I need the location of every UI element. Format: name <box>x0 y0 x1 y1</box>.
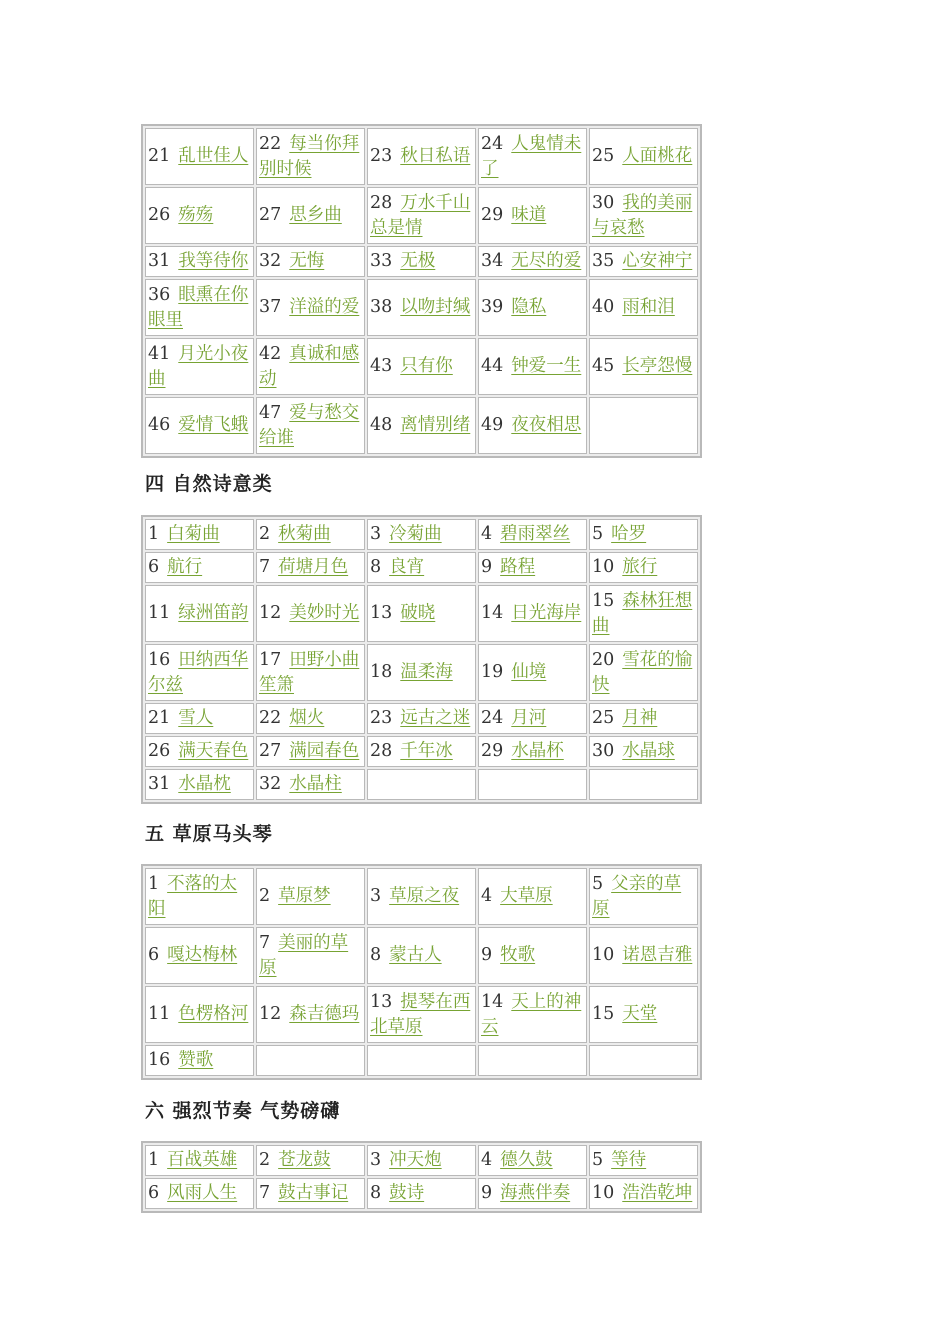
song-link[interactable]: 田野小曲笙箫 <box>259 649 360 695</box>
table-cell <box>256 644 365 701</box>
track-number: 4 <box>481 886 493 906</box>
track-number: 13 <box>370 603 393 623</box>
table-cell <box>367 868 476 925</box>
track-number: 3 <box>370 886 382 906</box>
song-link[interactable]: 每当你拜别时候 <box>259 133 360 179</box>
song-link[interactable]: 真诚和感动 <box>259 343 360 389</box>
track-number: 31 <box>148 774 171 794</box>
track-number: 3 <box>370 524 382 544</box>
table-cell <box>145 246 254 277</box>
table-cell <box>478 1145 587 1176</box>
table-row <box>144 985 699 1044</box>
table-cell <box>589 703 698 734</box>
table-row <box>144 518 699 551</box>
song-link[interactable]: 秋日私语 <box>400 146 471 166</box>
table-cell <box>367 644 476 701</box>
song-link[interactable]: 无悔 <box>289 251 325 271</box>
table-cell <box>256 519 365 550</box>
track-number: 25 <box>592 708 615 728</box>
song-link[interactable]: 旅行 <box>622 557 658 577</box>
table-cell <box>367 769 476 800</box>
table-cell <box>478 585 587 642</box>
song-link[interactable]: 不落的太阳 <box>148 873 238 919</box>
table-cell <box>256 986 365 1043</box>
table-row <box>144 551 699 584</box>
song-link[interactable]: 思乡曲 <box>289 205 342 225</box>
table-row <box>144 1144 699 1177</box>
track-number: 11 <box>148 603 171 623</box>
track-number: 7 <box>259 1183 271 1203</box>
track-number: 8 <box>370 945 382 965</box>
track-number: 24 <box>481 708 504 728</box>
song-link[interactable]: 鼓诗 <box>389 1183 425 1203</box>
song-link[interactable]: 赞歌 <box>178 1050 214 1070</box>
table-cell <box>145 986 254 1043</box>
table-cell <box>145 279 254 336</box>
track-number: 34 <box>481 251 504 271</box>
track-number: 30 <box>592 741 615 761</box>
track-number: 26 <box>148 205 171 225</box>
song-link[interactable]: 风雨人生 <box>167 1183 238 1203</box>
track-number: 33 <box>370 251 393 271</box>
song-link[interactable]: 等待 <box>611 1150 647 1170</box>
table-cell <box>589 1178 698 1209</box>
track-number: 19 <box>481 662 504 682</box>
table-cell <box>589 927 698 984</box>
song-link[interactable]: 破晓 <box>400 603 436 623</box>
track-number: 23 <box>370 146 393 166</box>
track-number: 10 <box>592 557 615 577</box>
table-cell <box>367 397 476 454</box>
song-link[interactable]: 碧雨翠丝 <box>500 524 571 544</box>
track-number: 8 <box>370 1183 382 1203</box>
song-link[interactable]: 满天春色 <box>178 741 249 761</box>
table-cell <box>367 552 476 583</box>
section-heading: 四 自然诗意类 <box>145 473 273 495</box>
song-link[interactable]: 色楞格河 <box>178 1004 249 1024</box>
song-link[interactable]: 荷塘月色 <box>278 557 349 577</box>
track-number: 2 <box>259 886 271 906</box>
track-number: 4 <box>481 1150 493 1170</box>
track-number: 16 <box>148 649 171 670</box>
track-number: 9 <box>481 1183 493 1203</box>
track-number: 1 <box>148 524 160 544</box>
song-link[interactable]: 满园春色 <box>289 741 360 761</box>
table-cell <box>589 644 698 701</box>
table-cell <box>256 397 365 454</box>
song-link[interactable]: 月光小夜曲 <box>148 343 249 389</box>
table-cell <box>145 519 254 550</box>
table-cell <box>589 279 698 336</box>
song-link[interactable]: 乱世佳人 <box>178 146 249 166</box>
track-number: 2 <box>259 1150 271 1170</box>
track-number: 42 <box>259 343 282 364</box>
song-link[interactable]: 雨和泪 <box>622 297 675 317</box>
track-number: 28 <box>370 741 393 761</box>
table-cell <box>367 1178 476 1209</box>
track-number: 48 <box>370 415 393 435</box>
song-link[interactable]: 草原之夜 <box>389 886 460 906</box>
table-row <box>144 735 699 768</box>
track-number: 18 <box>370 662 393 682</box>
table-cell <box>589 519 698 550</box>
track-number: 6 <box>148 1183 160 1203</box>
song-link[interactable]: 洋溢的爱 <box>289 297 360 317</box>
table-cell <box>145 128 254 185</box>
song-link[interactable]: 日光海岸 <box>511 603 582 623</box>
table-cell <box>367 703 476 734</box>
track-number: 5 <box>592 873 604 894</box>
track-number: 37 <box>259 297 282 317</box>
track-number: 46 <box>148 415 171 435</box>
table-cell <box>589 397 698 454</box>
table-cell <box>256 1145 365 1176</box>
track-number: 40 <box>592 297 615 317</box>
track-number: 27 <box>259 205 282 225</box>
track-number: 6 <box>148 945 160 965</box>
table-cell <box>478 1178 587 1209</box>
song-link[interactable]: 月神 <box>622 708 658 728</box>
song-link[interactable]: 美妙时光 <box>289 603 360 623</box>
table-cell <box>367 128 476 185</box>
track-number: 17 <box>259 649 282 670</box>
track-number: 36 <box>148 284 171 305</box>
song-link[interactable]: 离情别绪 <box>400 415 471 435</box>
table-cell <box>367 246 476 277</box>
song-link[interactable]: 水晶柱 <box>289 774 342 794</box>
track-number: 23 <box>370 708 393 728</box>
song-link[interactable]: 以吻封缄 <box>400 297 471 317</box>
table-cell <box>367 187 476 244</box>
song-link[interactable]: 森吉德玛 <box>289 1004 360 1024</box>
song-link[interactable]: 草原梦 <box>278 886 331 906</box>
track-number: 31 <box>148 251 171 271</box>
table-cell <box>478 187 587 244</box>
section-heading: 五 草原马头琴 <box>145 823 273 845</box>
track-number: 45 <box>592 356 615 376</box>
section-heading: 六 强烈节奏 气势磅礴 <box>145 1100 341 1122</box>
song-link[interactable]: 父亲的草原 <box>592 873 682 919</box>
track-number: 1 <box>148 1150 160 1170</box>
song-link[interactable]: 大草原 <box>500 886 553 906</box>
table-cell <box>478 644 587 701</box>
table-cell <box>589 552 698 583</box>
song-table <box>141 124 702 458</box>
table-cell <box>478 986 587 1043</box>
track-number: 26 <box>148 741 171 761</box>
table-cell <box>478 736 587 767</box>
table-row <box>144 1044 699 1077</box>
table-cell <box>256 927 365 984</box>
song-link[interactable]: 人面桃花 <box>622 146 693 166</box>
song-link[interactable]: 诺恩吉雅 <box>622 945 693 965</box>
song-link[interactable]: 长亭怨慢 <box>622 356 693 376</box>
table-cell <box>589 585 698 642</box>
table-cell <box>589 128 698 185</box>
song-link[interactable]: 千年冰 <box>400 741 453 761</box>
song-link[interactable]: 路程 <box>500 557 536 577</box>
song-link[interactable]: 味道 <box>511 205 547 225</box>
track-number: 1 <box>148 873 160 894</box>
track-number: 32 <box>259 251 282 271</box>
track-number: 11 <box>148 1004 171 1024</box>
table-cell <box>256 585 365 642</box>
song-link[interactable]: 殇殇 <box>178 205 214 225</box>
table-cell <box>478 338 587 395</box>
table-cell <box>145 644 254 701</box>
table-cell <box>478 927 587 984</box>
table-cell <box>478 703 587 734</box>
table-cell <box>367 519 476 550</box>
track-number: 12 <box>259 1004 282 1024</box>
track-number: 25 <box>592 146 615 166</box>
song-link[interactable]: 蒙古人 <box>389 945 442 965</box>
track-number: 7 <box>259 932 271 953</box>
track-number: 4 <box>481 524 493 544</box>
table-row <box>144 702 699 735</box>
song-link[interactable]: 远古之迷 <box>400 708 471 728</box>
table-row <box>144 584 699 643</box>
song-link[interactable]: 冷菊曲 <box>389 524 442 544</box>
track-number: 22 <box>259 133 282 154</box>
song-link[interactable]: 白菊曲 <box>167 524 220 544</box>
track-number: 9 <box>481 945 493 965</box>
table-row <box>144 337 699 396</box>
table-cell <box>145 187 254 244</box>
song-link[interactable]: 田纳西华尔兹 <box>148 649 249 695</box>
track-number: 7 <box>259 557 271 577</box>
table-cell <box>478 279 587 336</box>
song-link[interactable]: 美丽的草原 <box>259 932 349 978</box>
song-link[interactable]: 雪人 <box>178 708 214 728</box>
table-cell <box>256 769 365 800</box>
table-cell <box>589 769 698 800</box>
song-table <box>141 515 702 804</box>
track-number: 9 <box>481 557 493 577</box>
table-cell <box>589 1145 698 1176</box>
track-number: 5 <box>592 524 604 544</box>
track-number: 43 <box>370 356 393 376</box>
table-row <box>144 768 699 801</box>
table-cell <box>145 1178 254 1209</box>
song-link[interactable]: 良宵 <box>389 557 425 577</box>
song-link[interactable]: 爱情飞蛾 <box>178 415 249 435</box>
song-link[interactable]: 水晶杯 <box>511 741 564 761</box>
table-row <box>144 867 699 926</box>
table-cell <box>367 986 476 1043</box>
table-cell <box>256 552 365 583</box>
table-cell <box>256 338 365 395</box>
song-link[interactable]: 冲天炮 <box>389 1150 442 1170</box>
song-table <box>141 864 702 1080</box>
track-number: 21 <box>148 708 171 728</box>
table-cell <box>478 519 587 550</box>
song-link[interactable]: 天堂 <box>622 1004 658 1024</box>
song-link[interactable]: 水晶枕 <box>178 774 231 794</box>
table-cell <box>478 128 587 185</box>
song-link[interactable]: 无极 <box>400 251 436 271</box>
table-cell <box>145 1045 254 1076</box>
table-cell <box>589 1045 698 1076</box>
track-number: 41 <box>148 343 171 364</box>
table-cell <box>145 868 254 925</box>
song-link[interactable]: 牧歌 <box>500 945 536 965</box>
table-cell <box>367 585 476 642</box>
song-link[interactable]: 苍龙鼓 <box>278 1150 331 1170</box>
table-cell <box>256 703 365 734</box>
song-link[interactable]: 温柔海 <box>400 662 453 682</box>
track-number: 14 <box>481 991 504 1012</box>
song-link[interactable]: 万水千山总是情 <box>370 192 471 238</box>
song-link[interactable]: 天上的神云 <box>481 991 582 1037</box>
table-row <box>144 127 699 186</box>
table-row <box>144 186 699 245</box>
track-number: 10 <box>592 945 615 965</box>
song-link[interactable]: 航行 <box>167 557 203 577</box>
table-cell <box>367 338 476 395</box>
table-cell <box>367 736 476 767</box>
table-cell <box>478 1045 587 1076</box>
song-link[interactable]: 无尽的爱 <box>511 251 582 271</box>
track-number: 32 <box>259 774 282 794</box>
track-number: 30 <box>592 192 615 213</box>
table-row <box>144 245 699 278</box>
song-link[interactable]: 爱与愁交给谁 <box>259 402 360 448</box>
track-number: 21 <box>148 146 171 166</box>
track-number: 22 <box>259 708 282 728</box>
song-link[interactable]: 只有你 <box>400 356 453 376</box>
table-cell <box>256 279 365 336</box>
table-cell <box>256 736 365 767</box>
table-cell <box>145 703 254 734</box>
table-cell <box>256 1178 365 1209</box>
track-number: 8 <box>370 557 382 577</box>
table-row <box>144 1177 699 1210</box>
track-number: 15 <box>592 590 615 611</box>
track-number: 35 <box>592 251 615 271</box>
table-cell <box>145 552 254 583</box>
song-link[interactable]: 鼓古事记 <box>278 1183 349 1203</box>
song-link[interactable]: 百战英雄 <box>167 1150 238 1170</box>
table-row <box>144 278 699 337</box>
song-link[interactable]: 心安神宁 <box>622 251 693 271</box>
table-cell <box>145 1145 254 1176</box>
table-cell <box>589 986 698 1043</box>
song-link[interactable]: 人鬼情未了 <box>481 133 582 179</box>
table-cell <box>145 769 254 800</box>
table-cell <box>145 397 254 454</box>
song-link[interactable]: 哈罗 <box>611 524 647 544</box>
track-number: 14 <box>481 603 504 623</box>
table-cell <box>256 868 365 925</box>
track-number: 24 <box>481 133 504 154</box>
track-number: 15 <box>592 1004 615 1024</box>
table-row <box>144 926 699 985</box>
track-number: 29 <box>481 205 504 225</box>
table-cell <box>589 187 698 244</box>
song-link[interactable]: 秋菊曲 <box>278 524 331 544</box>
track-number: 2 <box>259 524 271 544</box>
table-cell <box>478 397 587 454</box>
table-cell <box>256 1045 365 1076</box>
song-link[interactable]: 月河 <box>511 708 547 728</box>
track-number: 6 <box>148 557 160 577</box>
track-number: 38 <box>370 297 393 317</box>
track-number: 3 <box>370 1150 382 1170</box>
song-link[interactable]: 森林狂想曲 <box>592 590 693 636</box>
song-link[interactable]: 钟爱一生 <box>511 356 582 376</box>
table-cell <box>367 279 476 336</box>
table-cell <box>589 246 698 277</box>
track-number: 29 <box>481 741 504 761</box>
table-cell <box>478 868 587 925</box>
song-link[interactable]: 海燕伴奏 <box>500 1183 571 1203</box>
table-cell <box>367 1045 476 1076</box>
track-number: 5 <box>592 1150 604 1170</box>
track-number: 49 <box>481 415 504 435</box>
table-row <box>144 643 699 702</box>
table-cell <box>478 552 587 583</box>
table-cell <box>145 927 254 984</box>
table-row <box>144 396 699 455</box>
table-cell <box>367 927 476 984</box>
track-number: 16 <box>148 1050 171 1070</box>
track-number: 39 <box>481 297 504 317</box>
track-number: 13 <box>370 991 393 1012</box>
song-link[interactable]: 浩浩乾坤 <box>622 1183 693 1203</box>
table-cell <box>367 1145 476 1176</box>
track-number: 27 <box>259 741 282 761</box>
song-link[interactable]: 提琴在西北草原 <box>370 991 471 1037</box>
track-number: 28 <box>370 192 393 213</box>
song-link[interactable]: 雪花的愉快 <box>592 649 693 695</box>
song-link[interactable]: 仙境 <box>511 662 547 682</box>
table-cell <box>589 868 698 925</box>
table-cell <box>145 736 254 767</box>
table-cell <box>589 338 698 395</box>
song-link[interactable]: 夜夜相思 <box>511 415 582 435</box>
track-number: 44 <box>481 356 504 376</box>
table-cell <box>478 769 587 800</box>
song-link[interactable]: 水晶球 <box>622 741 675 761</box>
song-link[interactable]: 眼熏在你眼里 <box>148 284 249 330</box>
song-table <box>141 1141 702 1213</box>
track-number: 20 <box>592 649 615 670</box>
track-number: 47 <box>259 402 282 423</box>
track-number: 10 <box>592 1183 615 1203</box>
table-cell <box>256 187 365 244</box>
table-cell <box>478 246 587 277</box>
table-cell <box>589 736 698 767</box>
table-cell <box>145 585 254 642</box>
track-number: 12 <box>259 603 282 623</box>
song-link[interactable]: 嘎达梅林 <box>167 945 238 965</box>
song-link[interactable]: 我等待你 <box>178 251 249 271</box>
song-link[interactable]: 隐私 <box>511 297 547 317</box>
table-cell <box>256 246 365 277</box>
song-link[interactable]: 德久鼓 <box>500 1150 553 1170</box>
table-cell <box>145 338 254 395</box>
song-link[interactable]: 烟火 <box>289 708 325 728</box>
song-link[interactable]: 我的美丽与哀愁 <box>592 192 693 238</box>
table-cell <box>256 128 365 185</box>
song-link[interactable]: 绿洲笛韵 <box>178 603 249 623</box>
